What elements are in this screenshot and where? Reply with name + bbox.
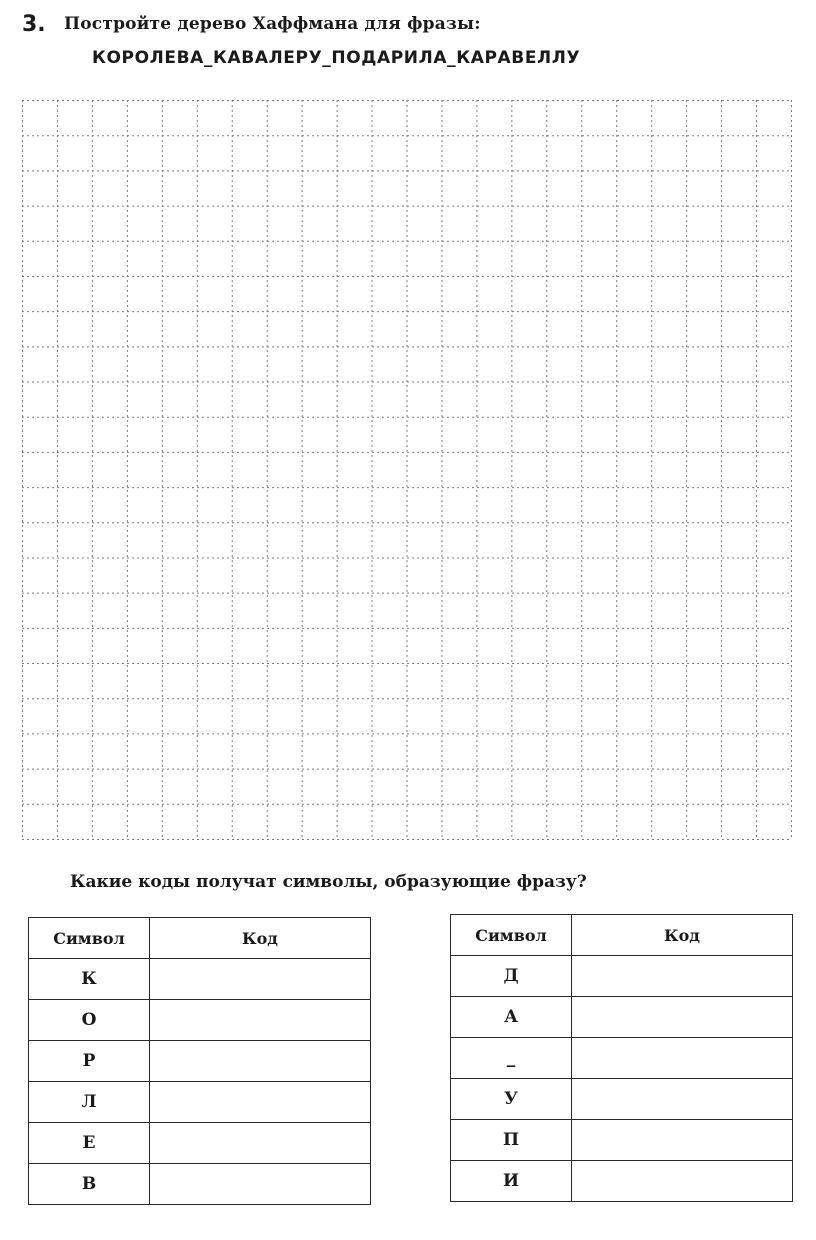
- table-row: [29, 1164, 371, 1205]
- header-symbol: Символ: [451, 915, 572, 956]
- table-row: [29, 1000, 371, 1041]
- code-cell[interactable]: [572, 1120, 793, 1161]
- symbol-cell: Е: [29, 1123, 150, 1164]
- header-symbol: Символ: [29, 918, 150, 959]
- table-row: [29, 959, 371, 1000]
- symbol-cell: Р: [29, 1041, 150, 1082]
- symbol-cell: П: [451, 1120, 572, 1161]
- task-header: [22, 10, 802, 44]
- code-cell[interactable]: [150, 1041, 371, 1082]
- symbol-cell: _: [451, 1038, 572, 1079]
- code-cell[interactable]: [150, 1123, 371, 1164]
- symbol-cell: В: [29, 1164, 150, 1205]
- code-cell[interactable]: [572, 1161, 793, 1202]
- symbol-cell: Л: [29, 1082, 150, 1123]
- table-row: [451, 1038, 793, 1079]
- symbol-cell: А: [451, 997, 572, 1038]
- code-table-right: [450, 914, 793, 1202]
- code-cell[interactable]: [572, 1038, 793, 1079]
- code-cell[interactable]: [572, 997, 793, 1038]
- table-row: [451, 1120, 793, 1161]
- table-row: [451, 956, 793, 997]
- task-number: 3.: [22, 12, 46, 37]
- code-cell[interactable]: [572, 956, 793, 997]
- code-table-left: [28, 917, 371, 1205]
- code-cell[interactable]: [150, 1164, 371, 1205]
- question-text: Какие коды получат символы, образующие фразу?: [70, 872, 587, 892]
- huffman-phrase: КОРОЛЕВА_КАВАЛЕРУ_ПОДАРИЛА_КАРАВЕЛЛУ: [92, 48, 581, 68]
- table-row: [29, 1123, 371, 1164]
- header-code: Код: [572, 915, 793, 956]
- code-cell[interactable]: [150, 959, 371, 1000]
- symbol-cell: О: [29, 1000, 150, 1041]
- table-row: [451, 997, 793, 1038]
- symbol-cell: Д: [451, 956, 572, 997]
- task-instruction: Постройте дерево Хаффмана для фразы:: [64, 14, 481, 34]
- header-code: Код: [150, 918, 371, 959]
- symbol-cell: У: [451, 1079, 572, 1120]
- code-cell[interactable]: [150, 1000, 371, 1041]
- table-row: [29, 1041, 371, 1082]
- code-cell[interactable]: [150, 1082, 371, 1123]
- table-row: [451, 1161, 793, 1202]
- drawing-grid[interactable]: [22, 100, 792, 840]
- symbol-cell: И: [451, 1161, 572, 1202]
- code-cell[interactable]: [572, 1079, 793, 1120]
- table-row: [451, 1079, 793, 1120]
- table-row: [29, 1082, 371, 1123]
- symbol-cell: К: [29, 959, 150, 1000]
